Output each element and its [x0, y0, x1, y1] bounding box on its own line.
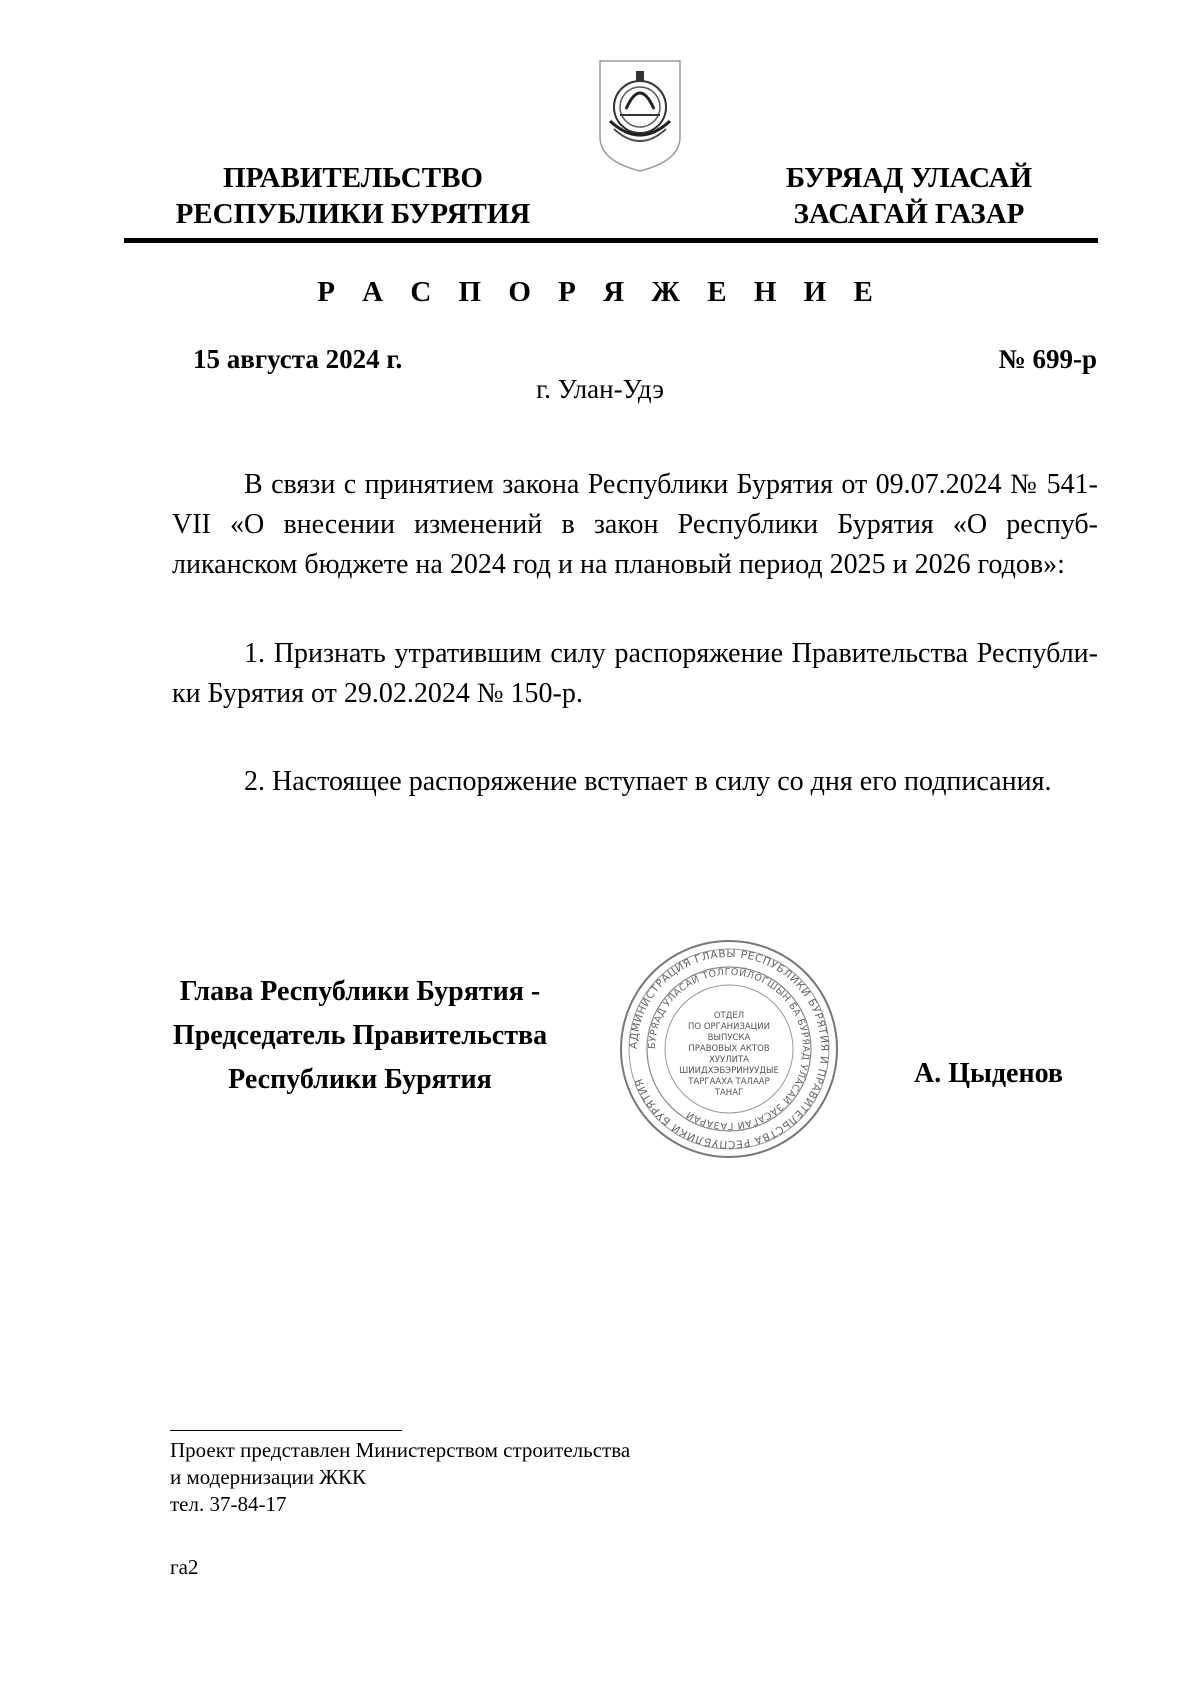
- svg-text:БУРЯАД УЛАСАЙ ТОЛГОЙЛОГШЫН БА: БУРЯАД УЛАСАЙ ТОЛГОЙЛОГШЫН БА БУРЯАД УЛАСАЙ ЗАСАГАЙ ГАЗАРАЙ: [646, 966, 812, 1132]
- document-code: га2: [170, 1555, 199, 1579]
- header-left-line1: ПРАВИТЕЛЬСТВО: [223, 162, 483, 194]
- footer-line1: Проект представлен Министерством строительства: [170, 1438, 631, 1462]
- header-left: [168, 160, 538, 232]
- paragraph-3-text: 2. Настоящее распоряжение вступает в силу со дня его подписания.: [244, 766, 1052, 797]
- document-type: Р А С П О Р Я Ж Е Н И Е: [317, 276, 883, 308]
- signer-name: А. Цыденов: [914, 1058, 1064, 1089]
- document-number: № 699-р: [998, 344, 1097, 374]
- paragraph-1-text: В связи с принятием закона Республики Бурятия от 09.07.2024 № 541-VII «О внесении изменений в закон Республики Бурятия «О респуб-ликанском бюджете на 2024 год и на плановый период 2025 и 2026 годов»:: [172, 469, 1098, 580]
- seal-center-line: ТАНАГ: [714, 1088, 744, 1098]
- seal-center-line: ОТДЕЛ: [713, 1011, 745, 1021]
- signer-title-line2: Председатель Правительства: [172, 1020, 548, 1051]
- svg-text:АДМИНИСТРАЦИЯ ГЛАВЫ РЕСПУБЛИКИ: АДМИНИСТРАЦИЯ ГЛАВЫ РЕСПУБЛИКИ БУРЯТИЯ И ПРАВИТЕЛЬСТВА РЕСПУБЛИКИ БУРЯТИЯ: [627, 947, 831, 1151]
- body-paragraph-3: [172, 762, 1098, 802]
- document-date: 15 августа 2024 г.: [193, 344, 403, 374]
- footer-note: [170, 1437, 630, 1518]
- seal-center-line: ШИИДХЭБЭРИНУУДЫЕ: [679, 1066, 779, 1076]
- header-left-line2: РЕСПУБЛИКИ БУРЯТИЯ: [175, 198, 531, 230]
- seal-center-line: ТАРГААХА ТАЛААР: [688, 1077, 770, 1087]
- signer-title: [160, 970, 560, 1102]
- header-right: [764, 160, 1054, 232]
- signer-title-line1: Глава Республики Бурятия -: [179, 976, 541, 1007]
- body-paragraph-1: [172, 465, 1098, 585]
- footer-line3: тел. 37-84-17: [170, 1492, 287, 1516]
- seal-center-line: ХУУЛИТА: [709, 1055, 749, 1065]
- footer-divider: [170, 1430, 402, 1431]
- header-right-line1: БУРЯАД УЛАСАЙ: [785, 162, 1033, 194]
- footer-line2: и модернизации ЖКК: [170, 1465, 367, 1489]
- body-paragraph-2: [172, 634, 1098, 714]
- header-divider: [124, 238, 1098, 243]
- signer-title-line3: Республики Бурятия: [228, 1064, 492, 1095]
- seal-center-line: ПРАВОВЫХ АКТОВ: [688, 1044, 770, 1054]
- official-seal-icon: [618, 938, 840, 1160]
- seal-center-line: ВЫПУСКА: [707, 1033, 751, 1043]
- document-city: г. Улан-Удэ: [536, 374, 664, 404]
- coat-of-arms-icon: [596, 57, 684, 175]
- seal-center-line: ПО ОРГАНИЗАЦИИ: [688, 1022, 770, 1032]
- header-right-line2: ЗАСАГАЙ ГАЗАР: [793, 198, 1025, 230]
- paragraph-2-text: 1. Признать утратившим силу распоряжение Правительства Республи-ки Бурятия от 29.02.2024 № 150-р.: [172, 638, 1098, 709]
